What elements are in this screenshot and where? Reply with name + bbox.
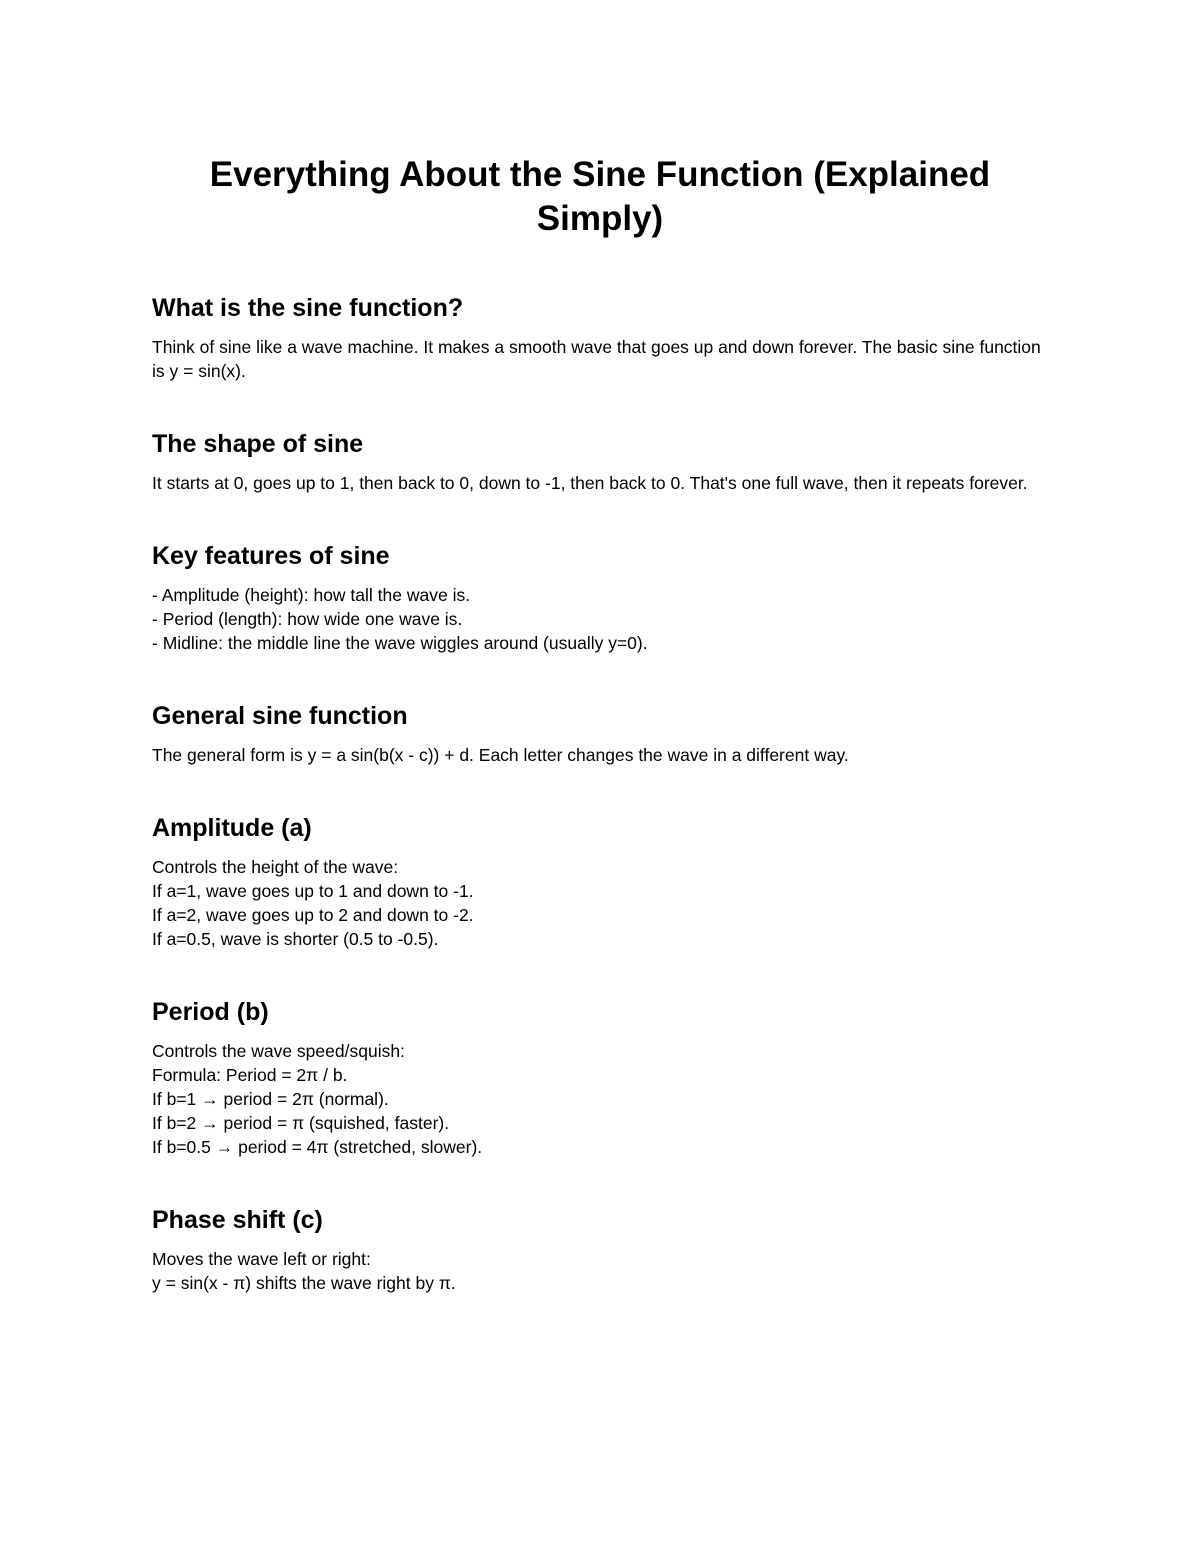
list-item: - Amplitude (height): how tall the wave is. <box>152 585 471 605</box>
section-phase-shift <box>152 1205 1048 1295</box>
body-line: The general form is y = a sin(b(x - c)) + d. Each letter changes the wave in a different way. <box>152 745 849 765</box>
body-line: If a=2, wave goes up to 2 and down to -2. <box>152 905 474 925</box>
body-line: Controls the wave speed/squish: <box>152 1041 405 1061</box>
section-amplitude <box>152 813 1048 951</box>
section-what-is-sine <box>152 293 1048 383</box>
section-heading: Amplitude (a) <box>152 814 312 842</box>
section-body <box>152 855 1048 951</box>
document-title: Everything About the Sine Function (Explained Simply) <box>209 155 991 238</box>
section-body <box>152 1247 1048 1295</box>
body-line: y = sin(x - π) shifts the wave right by π. <box>152 1273 456 1293</box>
section-heading: What is the sine function? <box>152 294 464 322</box>
section-heading: Period (b) <box>152 998 269 1026</box>
body-line: If b=2 → period = π (squished, faster). <box>152 1113 450 1133</box>
section-key-features <box>152 541 1048 655</box>
body-line: Moves the wave left or right: <box>152 1249 371 1269</box>
section-period <box>152 997 1048 1159</box>
section-heading: Phase shift (c) <box>152 1206 323 1234</box>
section-general-sine <box>152 701 1048 767</box>
section-body <box>152 743 1048 767</box>
body-line: If b=1 → period = 2π (normal). <box>152 1089 389 1109</box>
list-item: - Period (length): how wide one wave is. <box>152 609 463 629</box>
section-heading: The shape of sine <box>152 430 364 458</box>
body-line: If a=0.5, wave is shorter (0.5 to -0.5). <box>152 929 439 949</box>
section-body <box>152 335 1048 383</box>
list-item: - Midline: the middle line the wave wiggles around (usually y=0). <box>152 633 648 653</box>
body-line: If a=1, wave goes up to 1 and down to -1. <box>152 881 474 901</box>
section-heading: General sine function <box>152 702 408 730</box>
section-body <box>152 1039 1048 1159</box>
section-body <box>152 471 1048 495</box>
section-shape-of-sine <box>152 429 1048 495</box>
body-line: If b=0.5 → period = 4π (stretched, slower). <box>152 1137 483 1157</box>
body-line: Controls the height of the wave: <box>152 857 399 877</box>
body-line: It starts at 0, goes up to 1, then back to 0, down to -1, then back to 0. That's one full wave, then it repeats forever. <box>152 473 1028 493</box>
section-body <box>152 583 1048 655</box>
section-heading: Key features of sine <box>152 542 390 570</box>
body-line: Think of sine like a wave machine. It makes a smooth wave that goes up and down forever. The basic sine function is y = sin(x). <box>152 337 1046 381</box>
body-line: Formula: Period = 2π / b. <box>152 1065 348 1085</box>
